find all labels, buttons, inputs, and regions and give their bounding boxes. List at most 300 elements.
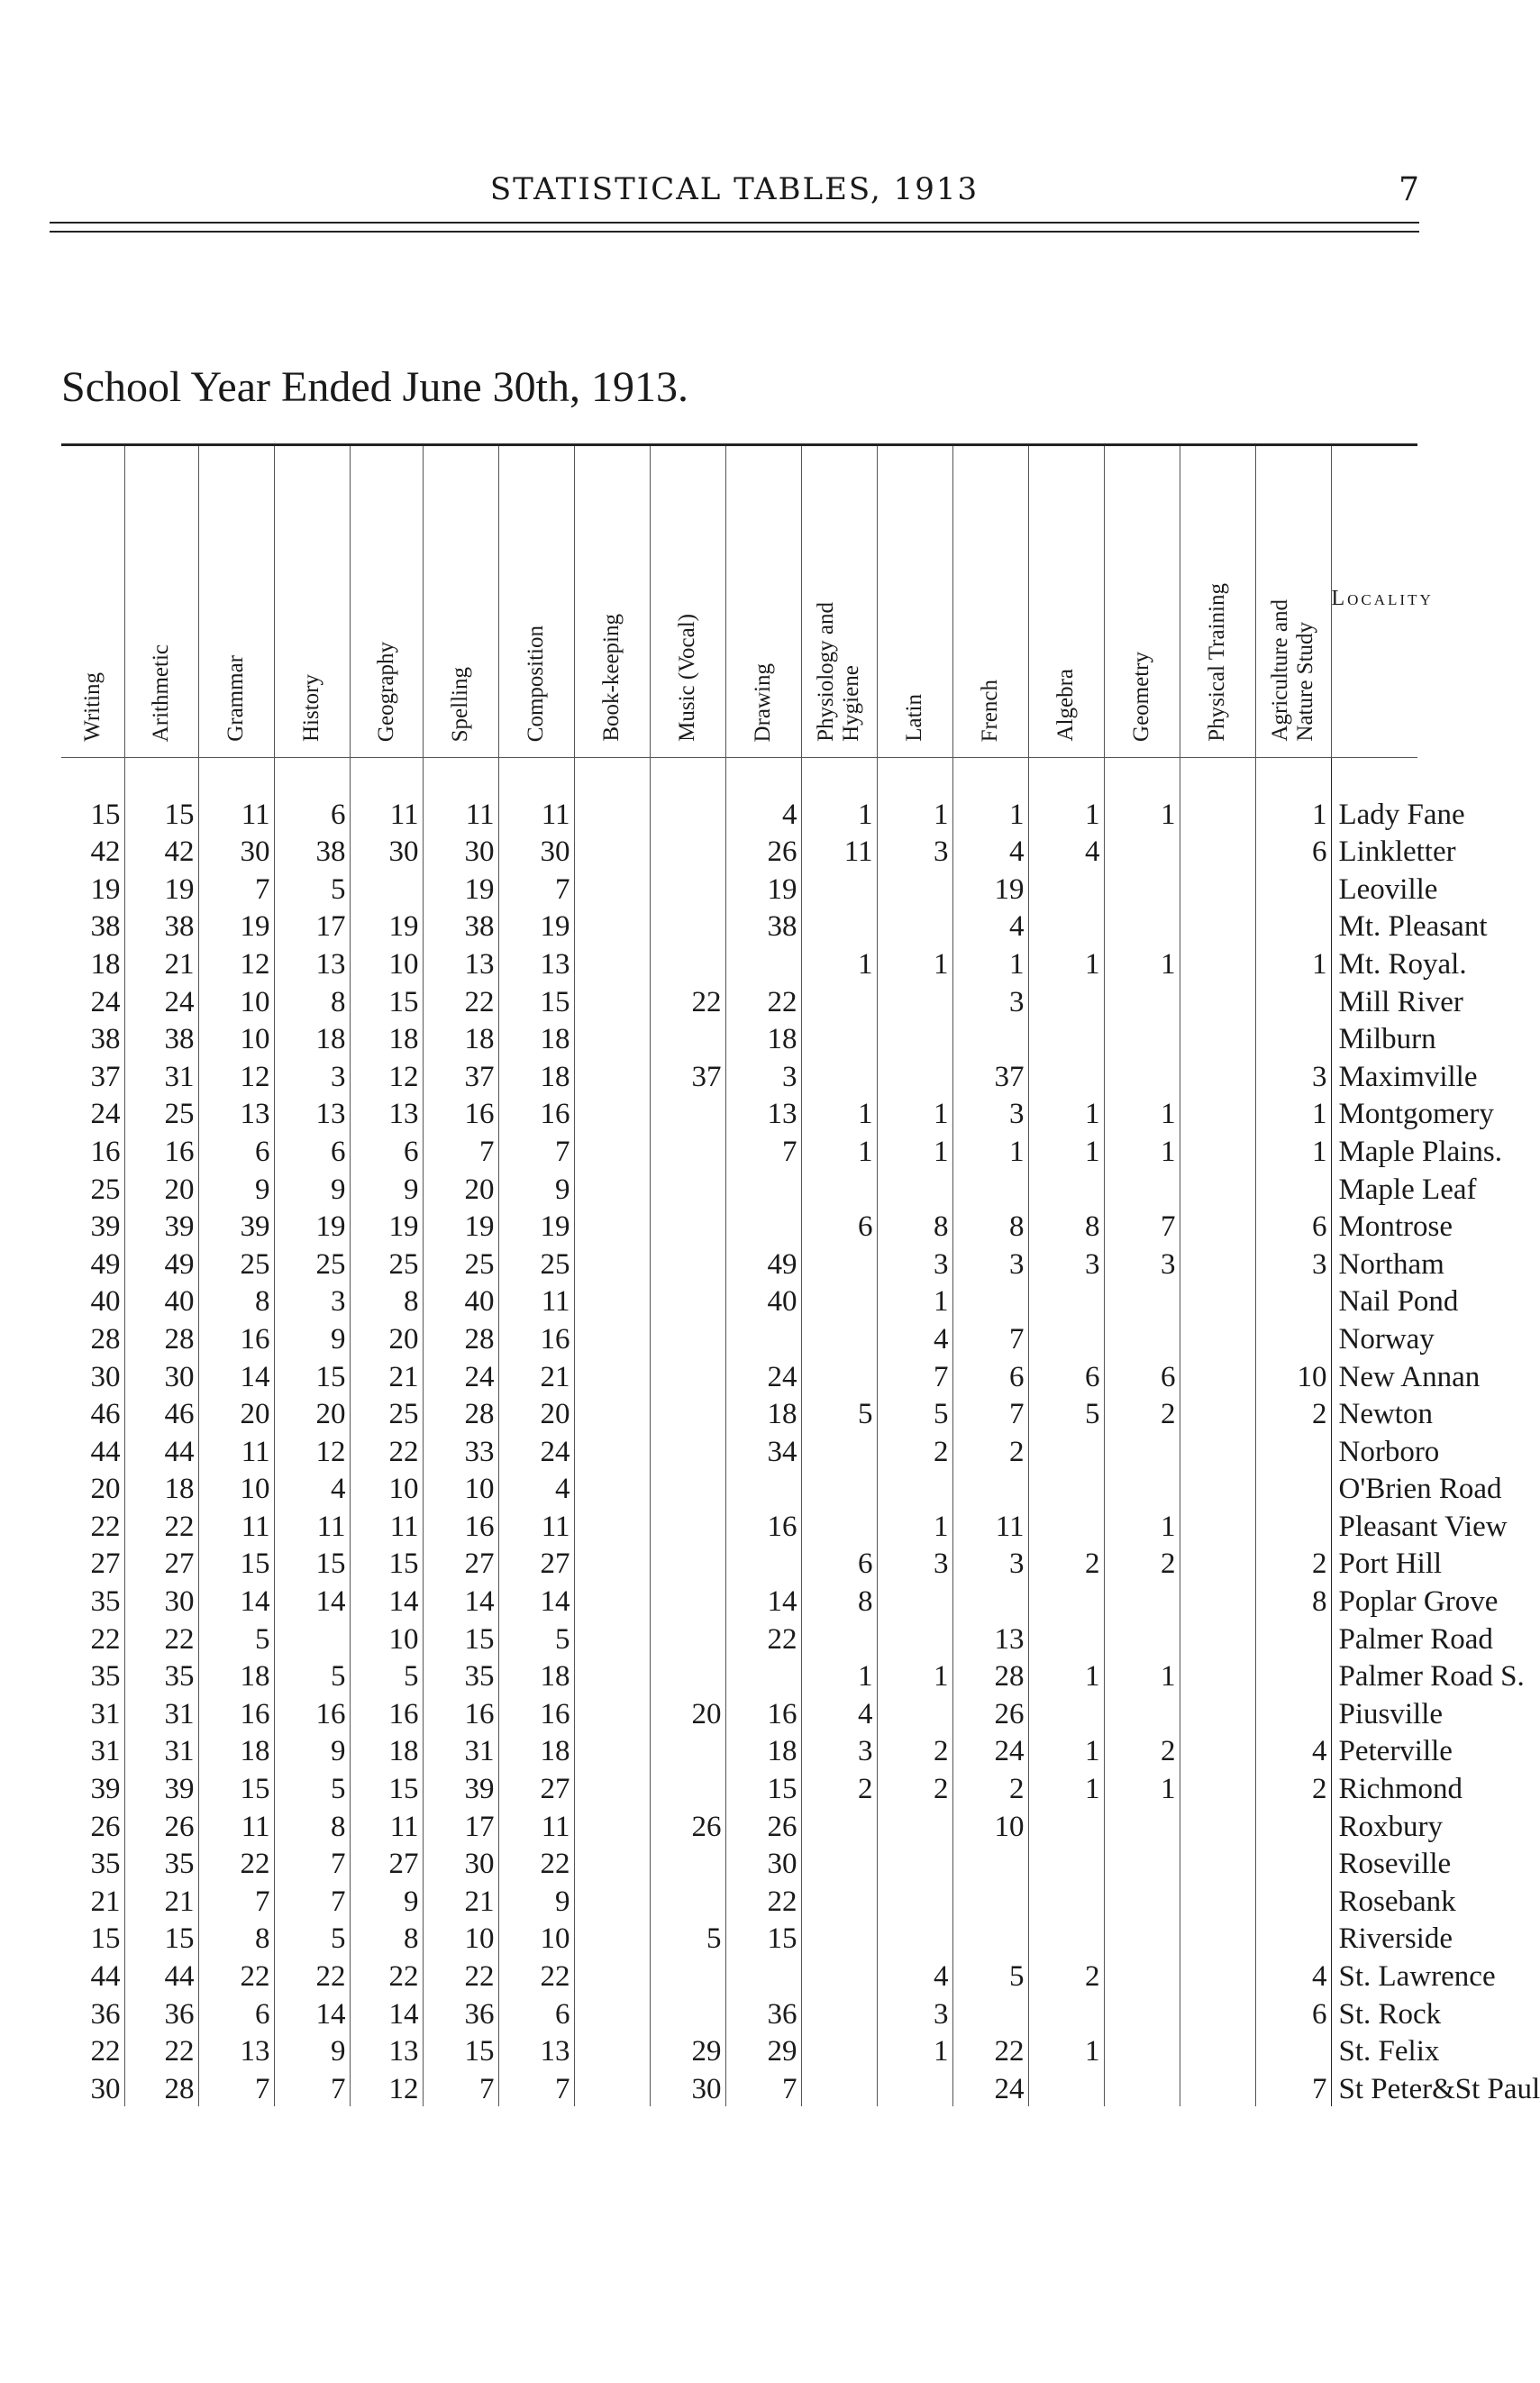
table-cell: 31 bbox=[124, 1731, 198, 1769]
table-cell bbox=[1180, 1694, 1255, 1731]
table-cell bbox=[1180, 1844, 1255, 1882]
table-cell: 7 bbox=[1255, 2068, 1331, 2106]
table-cell: 1 bbox=[1255, 944, 1331, 982]
table-cell: 7 bbox=[498, 1131, 574, 1169]
table-cell: 4 bbox=[725, 758, 801, 832]
table-cell bbox=[574, 2031, 650, 2069]
column-header-label: Algebra bbox=[1053, 669, 1078, 742]
table-cell bbox=[1180, 1956, 1255, 1994]
locality-cell: Mt. Royal. bbox=[1338, 947, 1467, 981]
table-cell bbox=[1255, 907, 1331, 945]
table-cell bbox=[650, 1619, 725, 1657]
table-cell: 10 bbox=[198, 1469, 274, 1507]
table-cell: 3 bbox=[952, 982, 1028, 1019]
table-cell bbox=[1028, 1169, 1104, 1207]
table-cell: 3 bbox=[952, 1094, 1028, 1132]
table-cell: 38 bbox=[61, 907, 124, 945]
table-cell bbox=[801, 1956, 877, 1994]
table-row bbox=[61, 1768, 1417, 1806]
table-cell bbox=[952, 1844, 1028, 1882]
table-cell: 12 bbox=[198, 944, 274, 982]
locality-cell: Montgomery bbox=[1338, 1098, 1494, 1131]
table-cell: 39 bbox=[198, 1207, 274, 1245]
table-cell: 20 bbox=[124, 1169, 198, 1207]
table-cell bbox=[1180, 1581, 1255, 1619]
table-cell: 13 bbox=[498, 2031, 574, 2069]
table-cell: 8 bbox=[801, 1581, 877, 1619]
table-cell: 16 bbox=[498, 1319, 574, 1356]
table-cell bbox=[1255, 1619, 1331, 1657]
table-cell: 30 bbox=[198, 832, 274, 870]
table-cell bbox=[574, 1544, 650, 1582]
table-cell: 7 bbox=[274, 1844, 350, 1882]
locality-cell: Norboro bbox=[1338, 1435, 1440, 1468]
table-cell: 36 bbox=[725, 1994, 801, 2031]
table-row bbox=[61, 1619, 1417, 1657]
table-cell: 4 bbox=[498, 1469, 574, 1507]
table-cell: 16 bbox=[498, 1694, 574, 1731]
table-cell: 22 bbox=[274, 1956, 350, 1994]
table-cell: 40 bbox=[61, 1282, 124, 1319]
table-cell: 20 bbox=[350, 1319, 423, 1356]
table-cell: 13 bbox=[274, 944, 350, 982]
table-cell bbox=[1104, 1282, 1180, 1319]
table-cell bbox=[1180, 758, 1255, 832]
table-cell: 25 bbox=[274, 1244, 350, 1282]
table-cell: 19 bbox=[198, 907, 274, 945]
locality-cell: Northam bbox=[1338, 1247, 1444, 1281]
table-cell bbox=[877, 1581, 952, 1619]
table-cell: 26 bbox=[725, 1806, 801, 1844]
table-cell bbox=[650, 907, 725, 945]
table-cell: 36 bbox=[61, 1994, 124, 2031]
table-cell bbox=[801, 1282, 877, 1319]
table-cell: 39 bbox=[423, 1768, 498, 1806]
table-cell: 6 bbox=[274, 1131, 350, 1169]
table-cell bbox=[1180, 1131, 1255, 1169]
table-cell: 2 bbox=[1255, 1768, 1331, 1806]
locality-cell: Pleasant View bbox=[1338, 1510, 1508, 1543]
table-cell: 3 bbox=[952, 1544, 1028, 1582]
table-row bbox=[61, 1919, 1417, 1957]
table-cell: 16 bbox=[725, 1694, 801, 1731]
locality-cell: Palmer Road bbox=[1338, 1622, 1493, 1656]
table-cell bbox=[1104, 1919, 1180, 1957]
table-cell: 16 bbox=[498, 1094, 574, 1132]
table-cell: 16 bbox=[350, 1694, 423, 1731]
table-cell bbox=[1180, 1244, 1255, 1282]
table-cell: 15 bbox=[124, 1919, 198, 1957]
table-cell: 19 bbox=[423, 1207, 498, 1245]
table-cell: 17 bbox=[274, 907, 350, 945]
table-cell: 13 bbox=[952, 1619, 1028, 1657]
table-cell bbox=[725, 1657, 801, 1694]
column-header-label: Agriculture and Nature Study bbox=[1268, 599, 1317, 742]
table-cell bbox=[1180, 907, 1255, 945]
table-cell bbox=[1104, 1581, 1180, 1619]
table-cell: 27 bbox=[423, 1544, 498, 1582]
table-cell: 16 bbox=[423, 1506, 498, 1544]
table-cell: 42 bbox=[61, 832, 124, 870]
table-cell: 22 bbox=[350, 1431, 423, 1469]
table-cell bbox=[1180, 1619, 1255, 1657]
table-cell: 1 bbox=[1255, 758, 1331, 832]
table-cell bbox=[801, 1881, 877, 1919]
table-cell bbox=[1180, 2031, 1255, 2069]
table-cell bbox=[1028, 1919, 1104, 1957]
table-cell bbox=[801, 1319, 877, 1356]
locality-header bbox=[1331, 446, 1434, 758]
table-cell: 31 bbox=[124, 1056, 198, 1094]
table-cell: 7 bbox=[498, 2068, 574, 2106]
locality-cell: Roxbury bbox=[1338, 1810, 1443, 1843]
table-cell: 16 bbox=[198, 1319, 274, 1356]
table-cell: 5 bbox=[877, 1394, 952, 1432]
page-number: 7 bbox=[1399, 171, 1419, 208]
table-cell: 4 bbox=[801, 1694, 877, 1731]
table-cell bbox=[1028, 1282, 1104, 1319]
table-cell: 4 bbox=[877, 1956, 952, 1994]
table-cell: 6 bbox=[1255, 832, 1331, 870]
table-row bbox=[61, 758, 1417, 832]
table-cell bbox=[650, 832, 725, 870]
table-cell: 1 bbox=[801, 944, 877, 982]
table-row bbox=[61, 2068, 1417, 2106]
table-cell: 11 bbox=[498, 1806, 574, 1844]
table-cell bbox=[1180, 1169, 1255, 1207]
table-cell bbox=[574, 1694, 650, 1731]
table-cell: 16 bbox=[423, 1694, 498, 1731]
table-cell bbox=[1255, 1319, 1331, 1356]
table-cell: 20 bbox=[61, 1469, 124, 1507]
table-cell bbox=[574, 1469, 650, 1507]
table-cell bbox=[650, 1282, 725, 1319]
table-cell: 22 bbox=[350, 1956, 423, 1994]
table-cell: 21 bbox=[350, 1356, 423, 1394]
table-cell bbox=[801, 1431, 877, 1469]
table-cell: 4 bbox=[1255, 1731, 1331, 1769]
table-cell: 2 bbox=[1028, 1544, 1104, 1582]
table-header-row bbox=[61, 446, 1417, 758]
table-cell: 9 bbox=[350, 1169, 423, 1207]
table-cell: 10 bbox=[198, 1019, 274, 1057]
table-cell bbox=[1180, 1881, 1255, 1919]
locality-cell: Nail Pond bbox=[1338, 1285, 1459, 1319]
table-cell: 22 bbox=[61, 2031, 124, 2069]
table-cell: 30 bbox=[61, 2068, 124, 2106]
table-cell: 9 bbox=[274, 1319, 350, 1356]
statistics-table bbox=[61, 446, 1540, 2106]
table-cell: 39 bbox=[124, 1768, 198, 1806]
table-cell bbox=[1180, 1657, 1255, 1694]
table-cell: 2 bbox=[801, 1768, 877, 1806]
table-cell: 27 bbox=[498, 1544, 574, 1582]
table-row bbox=[61, 1356, 1417, 1394]
header-double-rule bbox=[50, 222, 1419, 233]
table-cell bbox=[801, 1919, 877, 1957]
table-cell bbox=[1180, 1056, 1255, 1094]
table-cell: 18 bbox=[725, 1019, 801, 1057]
table-cell bbox=[725, 1319, 801, 1356]
table-cell: 9 bbox=[498, 1881, 574, 1919]
table-cell: 1 bbox=[1255, 1131, 1331, 1169]
table-cell: 8 bbox=[1255, 1581, 1331, 1619]
table-cell: 22 bbox=[61, 1506, 124, 1544]
table-cell: 6 bbox=[1255, 1994, 1331, 2031]
table-cell bbox=[877, 1169, 952, 1207]
table-cell bbox=[650, 1207, 725, 1245]
table-cell: 15 bbox=[274, 1544, 350, 1582]
table-cell bbox=[350, 869, 423, 907]
table-cell bbox=[574, 832, 650, 870]
table-cell: 11 bbox=[198, 1431, 274, 1469]
column-header bbox=[274, 446, 350, 758]
table-cell: 30 bbox=[124, 1581, 198, 1619]
table-cell: 15 bbox=[198, 1768, 274, 1806]
table-cell: 49 bbox=[725, 1244, 801, 1282]
table-row bbox=[61, 1319, 1417, 1356]
table-cell: 27 bbox=[350, 1844, 423, 1882]
table-cell: 31 bbox=[423, 1731, 498, 1769]
table-cell bbox=[877, 1919, 952, 1957]
table-cell: 12 bbox=[198, 1056, 274, 1094]
table-cell: 7 bbox=[423, 2068, 498, 2106]
column-header-label: Grammar bbox=[223, 655, 248, 742]
table-cell: 6 bbox=[198, 1994, 274, 2031]
table-cell: 40 bbox=[725, 1282, 801, 1319]
table-cell: 20 bbox=[423, 1169, 498, 1207]
table-cell bbox=[1104, 1881, 1180, 1919]
table-cell: 24 bbox=[124, 982, 198, 1019]
table-cell: 3 bbox=[1104, 1244, 1180, 1282]
table-cell bbox=[650, 758, 725, 832]
locality-cell: St. Lawrence bbox=[1338, 1960, 1496, 1993]
table-cell: 8 bbox=[952, 1207, 1028, 1245]
locality-cell: Riverside bbox=[1338, 1922, 1453, 1956]
table-cell bbox=[650, 1544, 725, 1582]
column-header-label: Composition bbox=[524, 625, 548, 742]
table-cell bbox=[574, 1768, 650, 1806]
table-cell: 18 bbox=[725, 1731, 801, 1769]
table-cell: 11 bbox=[198, 1806, 274, 1844]
table-cell: 6 bbox=[350, 1131, 423, 1169]
table-cell bbox=[1255, 1169, 1331, 1207]
table-cell bbox=[1104, 1056, 1180, 1094]
column-header-label: Physical Training bbox=[1205, 583, 1229, 742]
table-cell: 6 bbox=[801, 1207, 877, 1245]
table-cell: 22 bbox=[725, 1881, 801, 1919]
table-cell: 15 bbox=[423, 1619, 498, 1657]
table-cell bbox=[574, 1431, 650, 1469]
table-cell: 1 bbox=[877, 1131, 952, 1169]
column-header bbox=[198, 446, 274, 758]
table-cell bbox=[574, 1994, 650, 2031]
table-cell: 3 bbox=[274, 1282, 350, 1319]
table-cell: 13 bbox=[423, 944, 498, 982]
locality-cell: St Peter&St Paul bbox=[1338, 2072, 1540, 2105]
locality-cell: Maple Leaf bbox=[1338, 1173, 1477, 1206]
table-cell: 7 bbox=[198, 1881, 274, 1919]
table-cell bbox=[650, 1768, 725, 1806]
column-header-label: Geography bbox=[373, 641, 398, 742]
table-cell bbox=[1180, 1806, 1255, 1844]
table-cell bbox=[1180, 1919, 1255, 1957]
table-cell: 20 bbox=[274, 1394, 350, 1432]
table-cell: 31 bbox=[124, 1694, 198, 1731]
table-row bbox=[61, 832, 1417, 870]
table-cell bbox=[1104, 869, 1180, 907]
table-cell: 7 bbox=[952, 1319, 1028, 1356]
table-cell bbox=[1028, 1694, 1104, 1731]
table-cell: 1 bbox=[1028, 2031, 1104, 2069]
locality-cell: Maximville bbox=[1338, 1060, 1478, 1093]
table-cell bbox=[801, 1994, 877, 2031]
table-cell bbox=[1255, 1469, 1331, 1507]
table-cell: 1 bbox=[1104, 1131, 1180, 1169]
table-cell: 8 bbox=[877, 1207, 952, 1245]
table-cell bbox=[1255, 1694, 1331, 1731]
table-cell: 22 bbox=[198, 1844, 274, 1882]
table-cell: 5 bbox=[650, 1919, 725, 1957]
table-cell: 11 bbox=[198, 1506, 274, 1544]
column-header bbox=[1028, 446, 1104, 758]
table-cell: 18 bbox=[498, 1056, 574, 1094]
table-cell bbox=[1104, 1994, 1180, 2031]
table-cell: 7 bbox=[198, 2068, 274, 2106]
table-cell: 14 bbox=[274, 1994, 350, 2031]
column-header bbox=[1255, 446, 1331, 758]
table-cell bbox=[1028, 2068, 1104, 2106]
table-cell bbox=[574, 1131, 650, 1169]
table-cell: 15 bbox=[725, 1919, 801, 1957]
table-cell: 5 bbox=[274, 1768, 350, 1806]
locality-cell: Mill River bbox=[1338, 985, 1463, 1018]
table-cell: 6 bbox=[274, 758, 350, 832]
table-cell: 19 bbox=[350, 907, 423, 945]
table-cell: 5 bbox=[1028, 1394, 1104, 1432]
column-header-label: Physiology and Hygiene bbox=[814, 602, 863, 742]
table-cell bbox=[1255, 1282, 1331, 1319]
table-cell: 19 bbox=[952, 869, 1028, 907]
table-row bbox=[61, 1994, 1417, 2031]
table-cell bbox=[1255, 1431, 1331, 1469]
table-cell bbox=[1028, 1431, 1104, 1469]
table-cell bbox=[952, 1581, 1028, 1619]
table-cell: 21 bbox=[423, 1881, 498, 1919]
table-cell bbox=[1104, 907, 1180, 945]
column-header-label: Book-keeping bbox=[599, 614, 624, 742]
column-header-label: Drawing bbox=[751, 662, 775, 742]
table-cell bbox=[1028, 1994, 1104, 2031]
table-cell bbox=[574, 1506, 650, 1544]
table-cell bbox=[574, 1207, 650, 1245]
column-header bbox=[423, 446, 498, 758]
table-cell bbox=[1104, 1806, 1180, 1844]
table-row bbox=[61, 1131, 1417, 1169]
table-cell: 25 bbox=[423, 1244, 498, 1282]
locality-header-label: Locality bbox=[1331, 586, 1434, 610]
table-cell: 15 bbox=[124, 758, 198, 832]
table-cell bbox=[1180, 2068, 1255, 2106]
table-cell: 1 bbox=[877, 1657, 952, 1694]
table-cell bbox=[1028, 982, 1104, 1019]
table-cell: 29 bbox=[725, 2031, 801, 2069]
table-cell: 28 bbox=[423, 1319, 498, 1356]
table-cell: 2 bbox=[1255, 1394, 1331, 1432]
table-cell bbox=[650, 1356, 725, 1394]
table-cell bbox=[801, 1356, 877, 1394]
table-cell: 7 bbox=[498, 869, 574, 907]
table-cell bbox=[650, 1506, 725, 1544]
table-cell: 25 bbox=[198, 1244, 274, 1282]
table-cell: 3 bbox=[877, 832, 952, 870]
table-cell: 21 bbox=[124, 944, 198, 982]
table-cell: 38 bbox=[274, 832, 350, 870]
column-header-label: Spelling bbox=[448, 666, 472, 742]
table-cell: 39 bbox=[61, 1207, 124, 1245]
table-cell: 12 bbox=[350, 2068, 423, 2106]
table-cell: 14 bbox=[198, 1356, 274, 1394]
table-cell: 4 bbox=[877, 1319, 952, 1356]
table-cell: 21 bbox=[498, 1356, 574, 1394]
table-cell: 3 bbox=[1255, 1056, 1331, 1094]
table-cell: 24 bbox=[498, 1431, 574, 1469]
table-cell: 26 bbox=[725, 832, 801, 870]
table-cell: 28 bbox=[61, 1319, 124, 1356]
table-cell: 25 bbox=[61, 1169, 124, 1207]
table-cell bbox=[877, 1881, 952, 1919]
table-cell: 4 bbox=[952, 907, 1028, 945]
table-cell: 4 bbox=[952, 832, 1028, 870]
table-cell: 35 bbox=[61, 1657, 124, 1694]
table-cell bbox=[574, 1394, 650, 1432]
table-cell bbox=[1104, 1431, 1180, 1469]
table-cell: 20 bbox=[650, 1694, 725, 1731]
table-cell: 7 bbox=[877, 1356, 952, 1394]
table-cell bbox=[801, 1169, 877, 1207]
table-cell bbox=[1028, 1469, 1104, 1507]
table-cell: 27 bbox=[498, 1768, 574, 1806]
table-cell: 40 bbox=[423, 1282, 498, 1319]
table-cell: 1 bbox=[1104, 1768, 1180, 1806]
table-cell: 38 bbox=[124, 1019, 198, 1057]
table-cell: 13 bbox=[350, 2031, 423, 2069]
table-cell: 19 bbox=[274, 1207, 350, 1245]
table-cell: 19 bbox=[124, 869, 198, 907]
table-cell bbox=[1180, 1994, 1255, 2031]
table-cell: 7 bbox=[274, 2068, 350, 2106]
table-cell: 3 bbox=[1255, 1244, 1331, 1282]
table-cell: 14 bbox=[423, 1581, 498, 1619]
table-cell bbox=[801, 1506, 877, 1544]
table-row bbox=[61, 869, 1417, 907]
table-cell bbox=[1180, 1506, 1255, 1544]
table-cell: 3 bbox=[877, 1544, 952, 1582]
table-cell bbox=[650, 1094, 725, 1132]
table-cell: 2 bbox=[1028, 1956, 1104, 1994]
table-cell bbox=[801, 2031, 877, 2069]
locality-cell: O'Brien Road bbox=[1338, 1473, 1502, 1506]
locality-cell: Rosebank bbox=[1338, 1885, 1456, 1918]
table-cell: 8 bbox=[198, 1282, 274, 1319]
table-cell: 12 bbox=[274, 1431, 350, 1469]
table-cell bbox=[1255, 1657, 1331, 1694]
table-cell: 26 bbox=[952, 1694, 1028, 1731]
table-cell: 11 bbox=[498, 758, 574, 832]
table-cell bbox=[574, 1806, 650, 1844]
table-cell: 17 bbox=[423, 1806, 498, 1844]
table-cell bbox=[1104, 832, 1180, 870]
